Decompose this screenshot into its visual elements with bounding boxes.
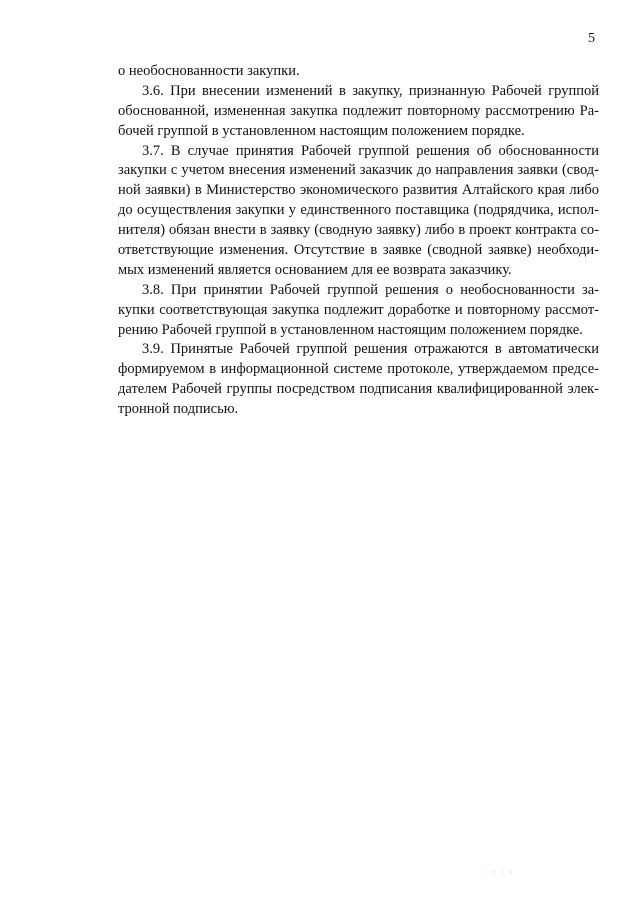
text-line: ответствующие изменения. Отсутствие в заявке (сводной заявке) необходи-	[118, 242, 599, 259]
text-line: формируемом в информационной системе протоколе, утверждаемом предсе-	[118, 361, 599, 378]
text-line: о необоснованности закупки.	[118, 63, 300, 79]
text-line: 3.8. При принятии Рабочей группой решения о необоснованности за-	[142, 281, 599, 298]
text-line: ной заявки) в Министерство экономического развития Алтайского края либо	[118, 182, 599, 199]
paragraph-3-7	[118, 142, 599, 281]
page-number: 5	[588, 31, 595, 46]
text-line: закупки с учетом внесения изменений заказчик до направления заявки (свод-	[118, 162, 599, 179]
document-body	[118, 62, 599, 420]
text-line: 3.7. В случае принятия Рабочей группой решения об обоснованности	[142, 142, 599, 159]
text-line: нителя) обязан внести в заявку (сводную заявку) либо в проект контракта со-	[118, 222, 599, 239]
paragraph-continuation	[118, 62, 599, 82]
text-line: 3.9. Принятые Рабочей группой решения отражаются в автоматически	[142, 341, 599, 358]
scan-artifact-marks: · · · ·	[484, 868, 515, 877]
paragraph-3-9	[118, 340, 599, 420]
paragraph-3-8	[118, 281, 599, 341]
text-line: рению Рабочей группой в установленном настоящим положением порядке.	[118, 321, 583, 338]
text-line: до осуществления закупки у единственного поставщика (подрядчика, испол-	[118, 202, 599, 219]
text-line: мых изменений является основанием для ее возврата заказчику.	[118, 261, 512, 278]
text-line: бочей группой в установленном настоящим положением порядке.	[118, 122, 525, 139]
text-line: дателем Рабочей группы посредством подписания квалифицированной элек-	[118, 381, 599, 398]
paragraph-3-6	[118, 82, 599, 142]
text-line: обоснованной, измененная закупка подлежит повторному рассмотрению Ра-	[118, 102, 599, 119]
text-line: купки соответствующая закупка подлежит доработке и повторному рассмот-	[118, 301, 599, 318]
text-line: 3.6. При внесении изменений в закупку, признанную Рабочей группой	[142, 82, 599, 99]
text-line: тронной подписью.	[118, 401, 239, 418]
